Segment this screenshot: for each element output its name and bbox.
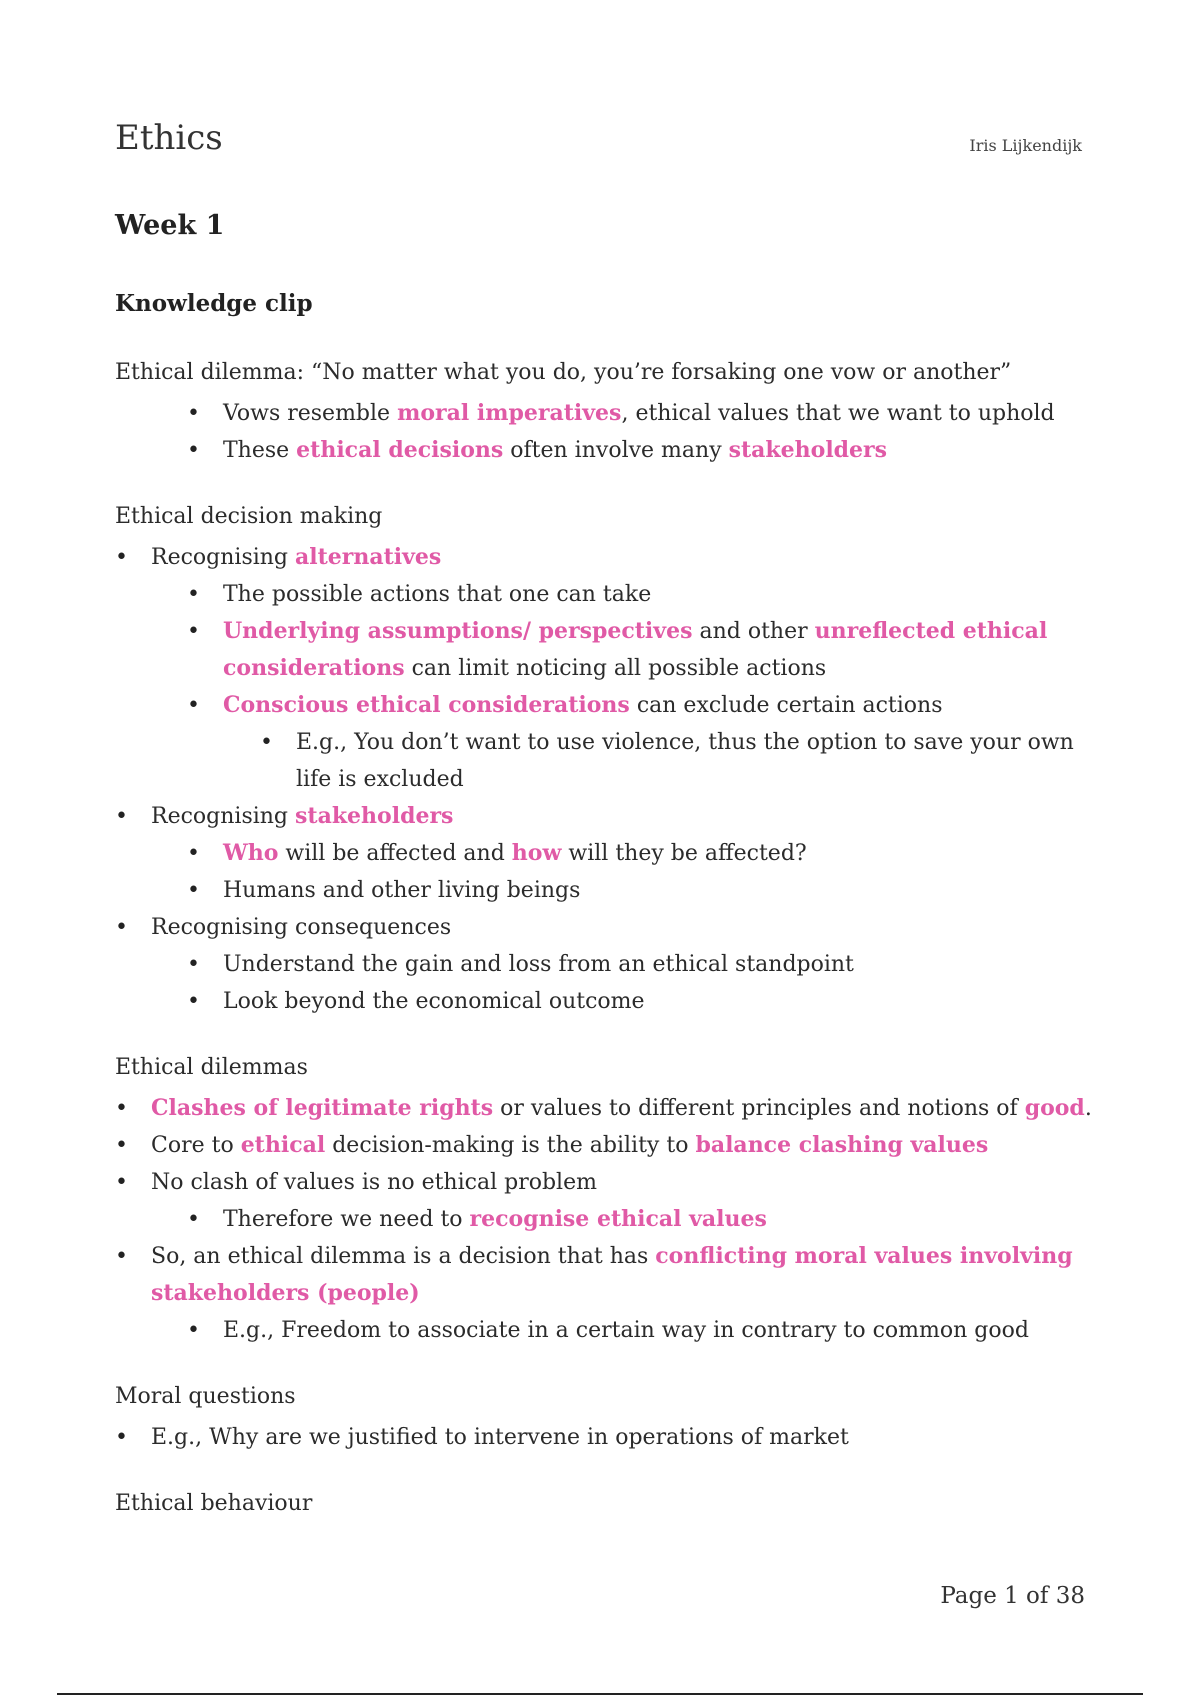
highlight: Who <box>223 840 279 866</box>
footer-divider <box>57 1693 1143 1695</box>
text: will they be affected? <box>561 841 807 866</box>
list-item <box>115 1201 1095 1238</box>
highlight: stakeholders <box>295 803 454 829</box>
list-item <box>115 1127 1095 1164</box>
text: Recognising <box>151 804 296 829</box>
text: So, an ethical dilemma is a decision that has <box>151 1244 656 1269</box>
highlight: Conscious ethical considerations <box>223 692 630 718</box>
text: Vows resemble <box>223 401 398 426</box>
list-item <box>115 613 1095 687</box>
list-item <box>115 1090 1095 1127</box>
document-content <box>115 290 1095 1526</box>
list-item: • The possible actions that one can take <box>115 576 1095 613</box>
dilemma-intro-list <box>115 395 1095 469</box>
document-title: Ethics <box>115 118 223 158</box>
list-item: • E.g., You don’t want to use violence, thus the option to save your own life is excluded <box>115 724 1095 798</box>
text: can limit noticing all possible actions <box>404 656 827 681</box>
list-item <box>115 1238 1095 1312</box>
highlight: stakeholders <box>728 437 888 463</box>
list-item <box>115 395 1095 432</box>
list-item: • Look beyond the economical outcome <box>115 983 1095 1020</box>
list-item: • Understand the gain and loss from an ethical standpoint <box>115 946 1095 983</box>
text: These <box>223 438 297 463</box>
list-item: • E.g., Freedom to associate in a certain way in contrary to common good <box>115 1312 1095 1349</box>
highlight: recognise ethical values <box>469 1206 767 1232</box>
page-number: Page 1 of 38 <box>940 1583 1085 1609</box>
list-item: • E.g., Why are we justified to intervene in operations of market <box>115 1419 1095 1456</box>
highlight: alternatives <box>295 544 442 570</box>
moral-questions-list <box>115 1419 1095 1456</box>
list-item: • Recognising consequences <box>115 909 1095 946</box>
text: can exclude certain actions <box>629 693 943 718</box>
section-title-decision-making: Ethical decision making <box>115 504 383 529</box>
author-name: Iris Lijkendijk <box>969 136 1082 155</box>
highlight: good <box>1024 1095 1085 1121</box>
highlight: balance clashing values <box>695 1132 989 1158</box>
highlight: how <box>511 840 562 866</box>
text: Therefore we need to <box>223 1207 470 1232</box>
section-title-moral-questions: Moral questions <box>115 1384 296 1409</box>
week-heading: Week 1 <box>115 210 225 241</box>
list-item <box>115 798 1095 835</box>
text: or values to different principles and notions of <box>493 1096 1025 1121</box>
highlight: Clashes of legitimate rights <box>151 1095 494 1121</box>
subheading-knowledge-clip: Knowledge clip <box>115 290 313 317</box>
list-item <box>115 539 1095 576</box>
text: and other <box>692 619 815 644</box>
list-item <box>115 835 1095 872</box>
text: often involve many <box>503 438 729 463</box>
list-item <box>115 432 1095 469</box>
text: will be affected and <box>278 841 512 866</box>
highlight: unreflected ethical considerations <box>223 618 1048 681</box>
highlight: moral imperatives <box>397 400 622 426</box>
section-title-ethical-dilemmas: Ethical dilemmas <box>115 1055 308 1080</box>
section-title-ethical-behaviour: Ethical behaviour <box>115 1491 313 1516</box>
list-item: • No clash of values is no ethical problem <box>115 1164 1095 1201</box>
ethical-dilemmas-list <box>115 1090 1095 1349</box>
decision-making-list <box>115 539 1095 1020</box>
section-title-ethical-dilemma: Ethical dilemma: “No matter what you do, you’re forsaking one vow or another” <box>115 360 1012 385</box>
highlight: Underlying assumptions/ perspectives <box>223 618 693 644</box>
list-item <box>115 687 1095 724</box>
text: , ethical values that we want to uphold <box>621 401 1055 426</box>
text: Core to <box>151 1133 241 1158</box>
highlight: ethical <box>240 1132 326 1158</box>
text: decision-making is the ability to <box>325 1133 696 1158</box>
text: . <box>1084 1096 1092 1121</box>
list-item: • Humans and other living beings <box>115 872 1095 909</box>
highlight: conflicting moral values involving stakeholders (people) <box>151 1243 1073 1306</box>
highlight: ethical decisions <box>296 437 504 463</box>
text: Recognising <box>151 545 296 570</box>
